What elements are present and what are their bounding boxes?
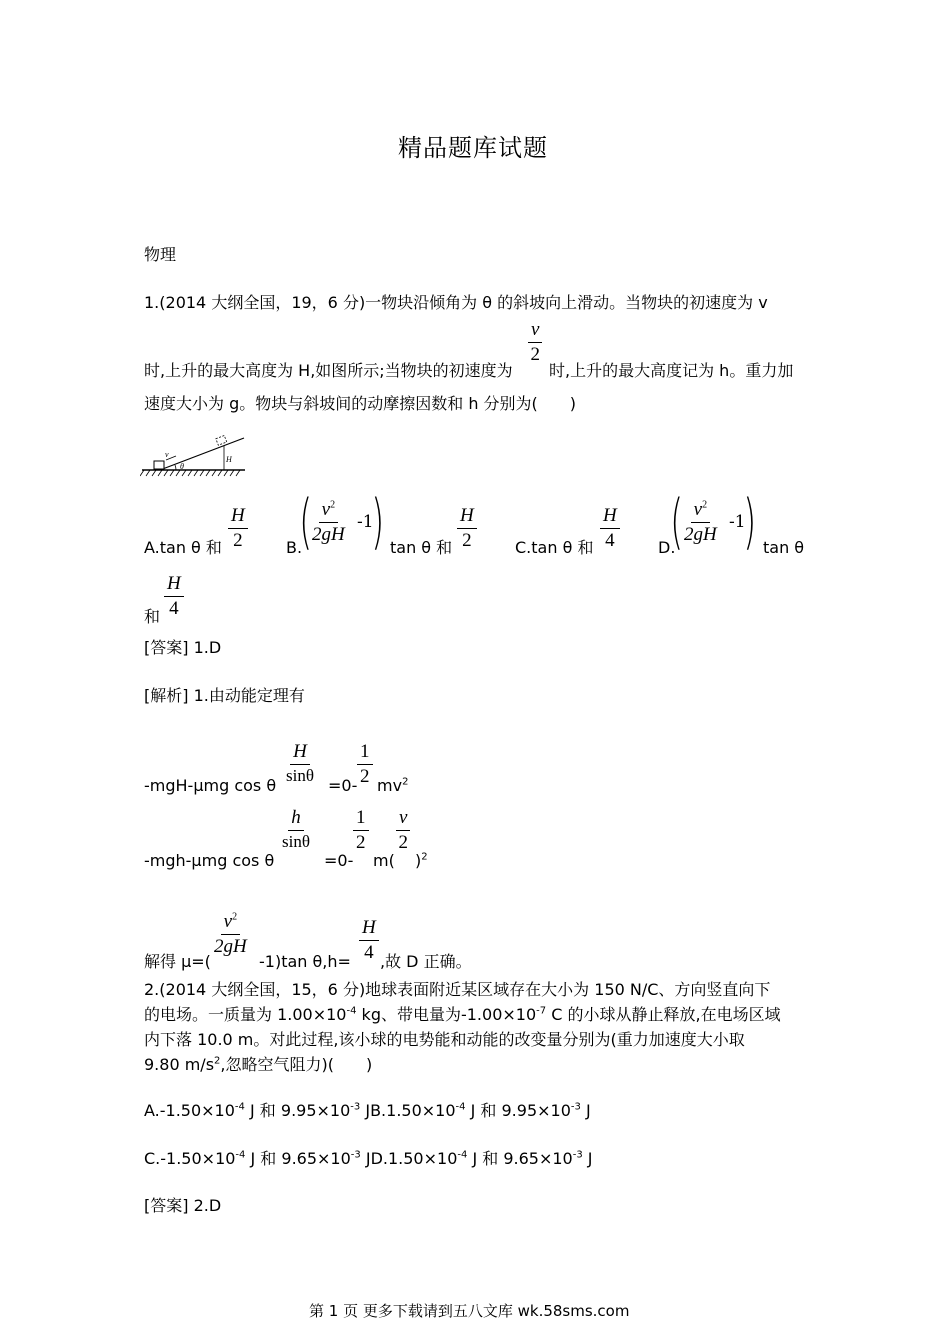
q1-option-a-fraction: $\frac{H}{2}$ — [228, 506, 248, 551]
solution-start: 解得 μ=( — [144, 952, 211, 971]
solution-fraction-h: $\frac{H}{4}$ — [359, 918, 379, 963]
q2-line1: 2.(2014 大纲全国，15，6 分)地球表面附近某区域存在大小为 150 N/C、方向竖直向下 — [144, 980, 771, 999]
solution-fraction: $\frac{v^2}{2gH}$ — [214, 911, 247, 957]
q1-analysis: [解析] 1.由动能定理有 — [144, 686, 305, 705]
q1-fraction-v-over-2: $\frac{v}{2}$ — [528, 320, 542, 365]
q1-option-d-fraction: $\frac{v^2}{2gH}$ — [684, 499, 717, 545]
q1-option-b-text: tan θ 和 — [390, 538, 453, 557]
incline-figure — [140, 432, 250, 480]
q1-line3: 速度大小为 g。物块与斜坡间的动摩擦因数和 h 分别为( ) — [144, 394, 577, 413]
eq2-fraction-half: $\frac{1}{2}$ — [353, 808, 369, 853]
eq2-m: m( — [373, 851, 395, 870]
q1-option-b-fraction-h: $\frac{H}{2}$ — [457, 506, 477, 551]
page-title: 精品题库试题 — [398, 134, 548, 162]
eq2-left: -mgh-μmg cos θ — [144, 851, 275, 870]
q1-line2a: 时,上升的最大高度为 H,如图所示;当物块的初速度为 — [144, 361, 513, 380]
q1-option-d-text: tan θ — [763, 538, 805, 557]
q2-line2: 的电场。一质量为 $1.00\times 10^{-4}$ kg、带电量为$-1.00\times 10^{-7}$ C 的小球从静止释放,在电场区域 — [144, 1005, 781, 1024]
fig-H-label: H — [226, 455, 232, 464]
q1-option-b-paren-left: ( — [299, 487, 313, 557]
q1-line1: 1.(2014 大纲全国，19，6 分)一物块沿倾角为 θ 的斜坡向上滑动。当物块的初速度为 v — [144, 293, 768, 312]
eq2-fraction-v-over-2: $\frac{v}{2}$ — [396, 808, 410, 853]
q2-line4: 9.80 $m/s^2$,忽略空气阻力)( ) — [144, 1055, 373, 1074]
q1-line2b: 时,上升的最大高度记为 h。重力加 — [549, 361, 794, 380]
q1-option-d-paren-right: ) — [743, 487, 757, 557]
q1-option-b: B. — [286, 538, 303, 557]
q1-option-c: C.tan θ 和 — [515, 538, 594, 557]
q1-option-b-minus1: -1 — [357, 512, 374, 532]
q2-line3: 内下落 10.0 m。对此过程,该小球的电势能和动能的改变量分别为(重力加速度大小取 — [144, 1030, 745, 1049]
q1-option-b-fraction: $\frac{v^2}{2gH}$ — [312, 499, 345, 545]
q1-option-d-minus1: -1 — [729, 512, 746, 532]
q1-option-c-fraction: $\frac{H}{4}$ — [600, 506, 620, 551]
solution-end: ,故 D 正确。 — [380, 952, 472, 971]
subject-label: 物理 — [144, 245, 177, 264]
fig-v-label: v — [165, 450, 169, 459]
eq2-close: )$^2$ — [415, 851, 428, 870]
eq2-fraction-h-over-sin: $\frac{h}{\sin\theta}$ — [282, 807, 310, 851]
q1-option-d-fraction-h: $\frac{H}{4}$ — [164, 574, 184, 619]
q1-option-a: A.tan θ 和 — [144, 538, 222, 557]
q1-option-d: D. — [658, 538, 676, 557]
q2-options-cd: $C.-1.50\times 10^{-4}$ J 和 $9.65\times 10^{-3}$ $JD.1.50\times 10^{-4}$ J 和 $9.65\times 10^{-3}$ J — [144, 1149, 593, 1168]
solution-middle: -1)tan θ,h= — [259, 952, 351, 971]
q1-option-d-and: 和 — [144, 607, 161, 626]
q2-options-ab: $A.-1.50\times 10^{-4}$ J 和 $9.95\times 10^{-3}$ $JB.1.50\times 10^{-4}$ J 和 $9.95\times 10^{-3}$ J — [144, 1101, 591, 1120]
q1-answer: [答案] 1.D — [144, 638, 222, 657]
eq1-mid: =0- — [328, 776, 358, 795]
fig-theta-label: θ — [180, 462, 184, 471]
page-footer: 第 1 页 更多下载请到五八文库 wk.58sms.com — [309, 1302, 630, 1320]
q1-option-d-paren-left: ( — [670, 487, 684, 557]
eq1-left: -mgH-μmg cos θ — [144, 776, 277, 795]
eq1-fraction-h-over-sin: $\frac{H}{\sin\theta}$ — [286, 741, 314, 785]
eq1-fraction-half: $\frac{1}{2}$ — [357, 742, 373, 787]
q1-option-b-paren-right: ) — [371, 487, 385, 557]
eq1-right: $mv^2$ — [377, 776, 409, 795]
eq2-mid: =0- — [324, 851, 354, 870]
q2-answer: [答案] 2.D — [144, 1196, 222, 1215]
